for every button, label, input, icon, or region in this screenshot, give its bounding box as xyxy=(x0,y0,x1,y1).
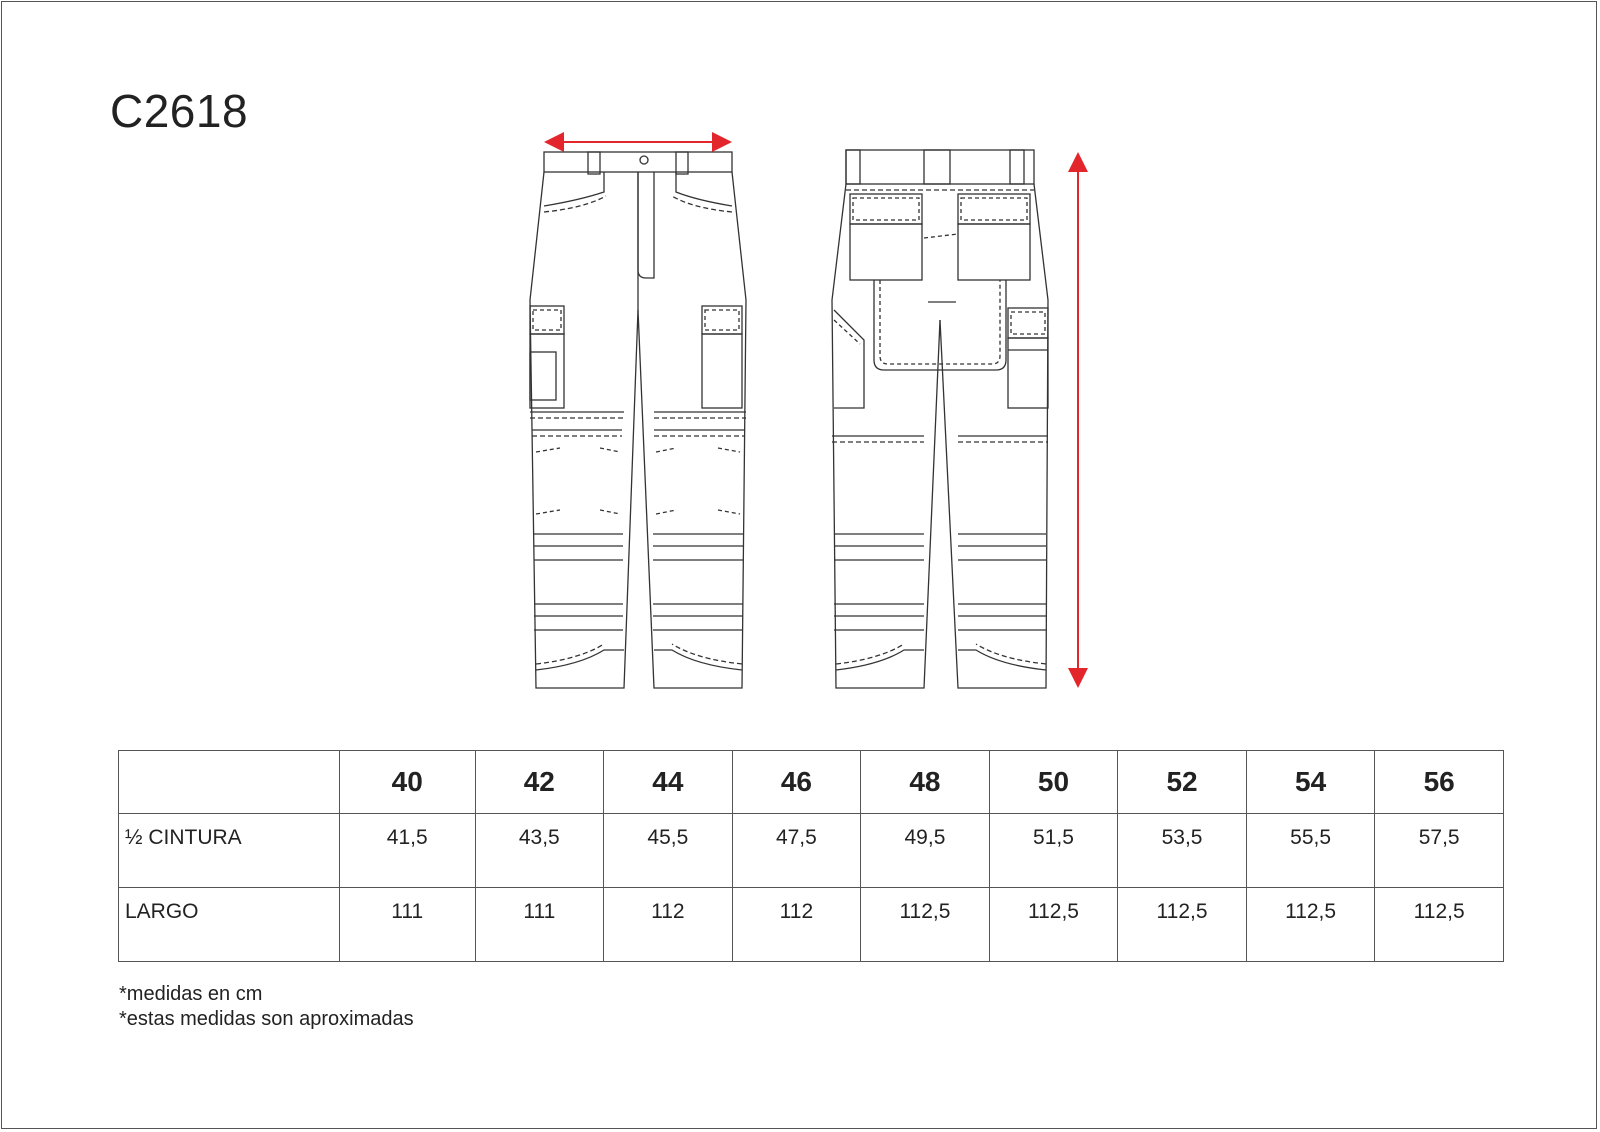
table-cell: 112 xyxy=(732,888,861,962)
size-header: 40 xyxy=(339,751,475,814)
table-cell: 55,5 xyxy=(1246,814,1375,888)
table-cell: 112,5 xyxy=(1246,888,1375,962)
size-header: 48 xyxy=(861,751,990,814)
size-header: 44 xyxy=(604,751,733,814)
size-header: 54 xyxy=(1246,751,1375,814)
table-cell: 112,5 xyxy=(1375,888,1504,962)
measurement-notes xyxy=(119,982,414,1032)
technical-drawing xyxy=(500,130,1120,710)
table-cell: 41,5 xyxy=(339,814,475,888)
note-units: *medidas en cm xyxy=(119,983,263,1005)
table-cell: 43,5 xyxy=(475,814,604,888)
note-approximate: *estas medidas son aproximadas xyxy=(119,1008,414,1030)
pants-back-icon xyxy=(832,150,1048,688)
table-cell: 112,5 xyxy=(1118,888,1247,962)
table-cell: 111 xyxy=(339,888,475,962)
size-header: 52 xyxy=(1118,751,1247,814)
table-cell: 45,5 xyxy=(604,814,733,888)
size-header: 42 xyxy=(475,751,604,814)
size-header: 46 xyxy=(732,751,861,814)
pants-front-icon xyxy=(530,152,746,688)
pants-drawing xyxy=(500,130,1120,710)
row-label-largo: LARGO xyxy=(119,888,340,962)
table-cell: 51,5 xyxy=(989,814,1118,888)
table-cell: 57,5 xyxy=(1375,814,1504,888)
table-cell: 112,5 xyxy=(989,888,1118,962)
size-header-row xyxy=(119,751,1504,814)
table-cell: 112,5 xyxy=(861,888,990,962)
header-blank-cell xyxy=(119,751,340,814)
table-cell: 49,5 xyxy=(861,814,990,888)
product-code: C2618 xyxy=(110,85,249,137)
size-header: 50 xyxy=(989,751,1118,814)
table-row xyxy=(119,888,1504,962)
table-cell: 112 xyxy=(604,888,733,962)
table-row xyxy=(119,814,1504,888)
table-cell: 53,5 xyxy=(1118,814,1247,888)
row-label-cintura: ½ CINTURA xyxy=(119,814,340,888)
size-header: 56 xyxy=(1375,751,1504,814)
table-cell: 47,5 xyxy=(732,814,861,888)
size-table xyxy=(118,750,1504,962)
table-cell: 111 xyxy=(475,888,604,962)
